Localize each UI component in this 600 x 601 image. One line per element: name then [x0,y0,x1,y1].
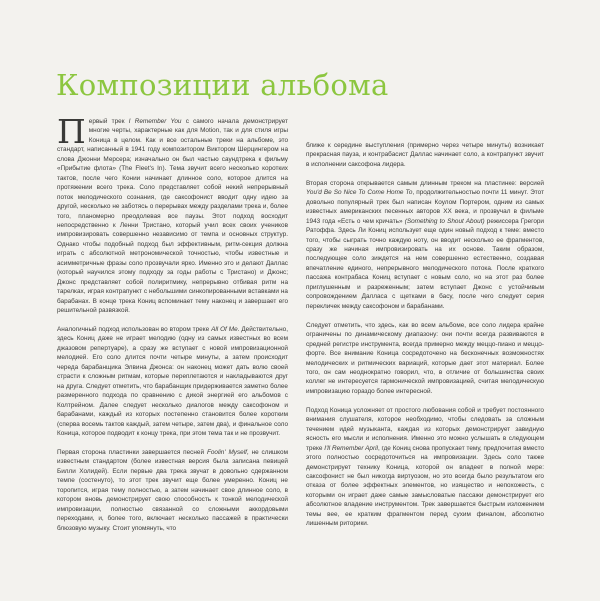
song-title: Foolin' Myself [206,448,247,456]
left-text-column [57,112,288,543]
paragraph-bass-solo: ближе к середине выступления (примерно через четыре минуты) возникает прекрасная пауза, и контрабасист Даллас начинает соло, а контрапункт звучит в исполнении саксофона лидера. [306,142,544,168]
song-title: You'd Be So Nice To Come Home To [306,189,413,197]
right-text-column [306,141,544,538]
drop-cap: П [57,112,86,151]
song-title: All Of Me [211,326,238,334]
film-title: (Something to Shout About) [404,217,485,225]
paragraph-all-of-me: Аналогичный подход использован во втором треке All Of Me. Действительно, здесь Кониц даже не играет мелодию (одну из самых известных во всем джазовом репертуаре), а сразу же вступает с новой импровизационной мелодией. Его соло длится почти четыре минуты, а затем происходит череда барабанщика Элвина Джонса: он наконец может дать волю своей страсти к сложным ритмам, которые переплетаются и накладываются друг на друга. Следует отметить, что барабанщик придерживается заметно более размеренного подхода по сравнению с дикой энергией его альбомов с Колтрейном. Далее следует несколько диалогов между саксофоном и барабанами, каждый из которых постепенно становится более коротким (сперва восемь тактов каждый, затем четыре, затем два), и финальное соло Коница, которое подводит к концу трека, при этом тема так и не прозвучит. [57,326,288,437]
page-title: Композиции альбома [56,68,389,102]
paragraph-youd-be-so-nice: Вторая сторона открывается самым длинным треком на пластинке: версией You'd Be So Nice To Come Home To, продолжительностью почти 11 минут. Этот довольно популярный трек был написан Коулом Портером, одним из самых известных американских песенных авторов XX века, и прозвучал в фильме 1943 года «Есть о чем кричать» (Something to Shout About) режиссера Грегори Ратоффа. Здесь Ли Кониц использует еще один новый подход к теме: вместо того, чтобы сыграть точно каждую ноту, он вводит несколько ее фрагментов, сразу же начиная импровизировать на их основе. Таким образом, последующее соло зиждется на нем совершенно естественно, создавая впечатление единого, непрерывного мелодического потока. После краткого пассажа контрабаса Кониц вступает с новым соло, но на этот раз более приглушенным и разреженным; затем вступает Джонс с устойчивым сопровождением Далласа с щетками в басу, после чего следует серия перекличек между саксофоном и барабанами. [306,179,544,310]
song-title: I'll Remember April [324,444,378,452]
paragraph-foolin-myself: Первая сторона пластинки завершается песней Foolin' Myself, не слишком известным стандартом (более известная версия была записана певицей Билли Холидей). Если первые два трека звучат в довольно сдержанном темпе (состенуто), то этот трек звучит еще более умеренно. Кониц не торопится, играя тему полностью, а затем начинает свое длинное соло, в котором вновь демонстрирует свою способность к тонкой мелодической импровизации, полностью связанной со сложными аккордовыми переходами, и, более того, включает несколько пассажей в практически блюзовую музыку. Стоит упомянуть, что [57,448,288,532]
song-title: I Remember You [128,118,182,125]
paragraph-i-remember-you: Первый трек I Remember You с самого начала демонстрирует многие черты, характерные как для Motion, так и для стиля игры Коница в целом. Как и все остальные треки на альбоме, это стандарт, написанный в 1941 году композитором Виктором Шерцингером на слова Джонни Мерсера; изначально он был частью саундтрека к фильму «Прибытие флота» (The Fleet's In). Тема звучит всего несколько коротких тактов, после чего Конии начинает длинное соло, которое длится на протяжении всего трека. Соло представляет собой некий непрерывный поток мелодического сознания, где саксофонист вводит одну идею за другой, несколько не заботясь о перерывах между разделами трека и, более того, планомерно преодолевая все паузы. Этот подход восходит непосредственно к Ленни Тристано, который учил всех своих учеников импровизировать совершенно независимо от темпа и основных структур. Однако чтобы подобный подход был эффективным, ритм-секция должна играть с абсолютной метрономической точностью, чтобы известные и асимметричные фразы соло прозвучали ярко. Именно это и делают Даллас (который научился этому подходу за годы работы с Тристано) и Джонс; Джонс представляет собой полиритмику, непрерывно отбивая ритм на тарелках, играя контрапункт с небольшими синкопированными вставками на барабанах. В конце трека Кониц вспоминает тему наконец и завершает его решительной развязкой. [57,112,288,315]
paragraph-ill-remember-april: Подход Коница усложняет от простого любования собой и требует постоянного внимания слушателя, которое необходимо, чтобы следовать за сложным течением идей музыканта, каждая из которых демонстрирует завидную ясность его мысли и исполнения. Именно это можно услышать в следующем треке I'll Remember April, где Кониц снова пропускает тему, предпочитая вместо этого полностью сосредоточиться на импровизации. Здесь соло также демонстрирует технику Коница, которой он владеет в полной мере: саксофонист не был никогда виртуозом, но это всегда было результатом его отказа от более эффектных элементов, но изящество и непохожесть, с которыми он играет даже самые замысловатые пассажи демонстрирует его абсолютное владение инструментом. Трек завершается быстрым изложением темы вее, ее кратким фрагментом перед сухим финалом, абсолютно лишенным риторики. [306,406,544,528]
paragraph-dynamics: Следует отметить, что здесь, как во всем альбоме, все соло лидера крайне ограничены по динамическому диапазону: они почти всегда развиваются в средней регистре инструмента, всегда примерно между меццо-пиано и меццо-форте. Все внимание Коница сосредоточено на бесконечных возможностях мелодических и ритмических вариаций, которые дает этот материал. Более того, он сам неоднократно говорил, что, в отличие от большинства своих коллег не интересуется гармонической импровизацией, считая мелодическую импровизацию гораздо более интересной. [306,321,544,395]
